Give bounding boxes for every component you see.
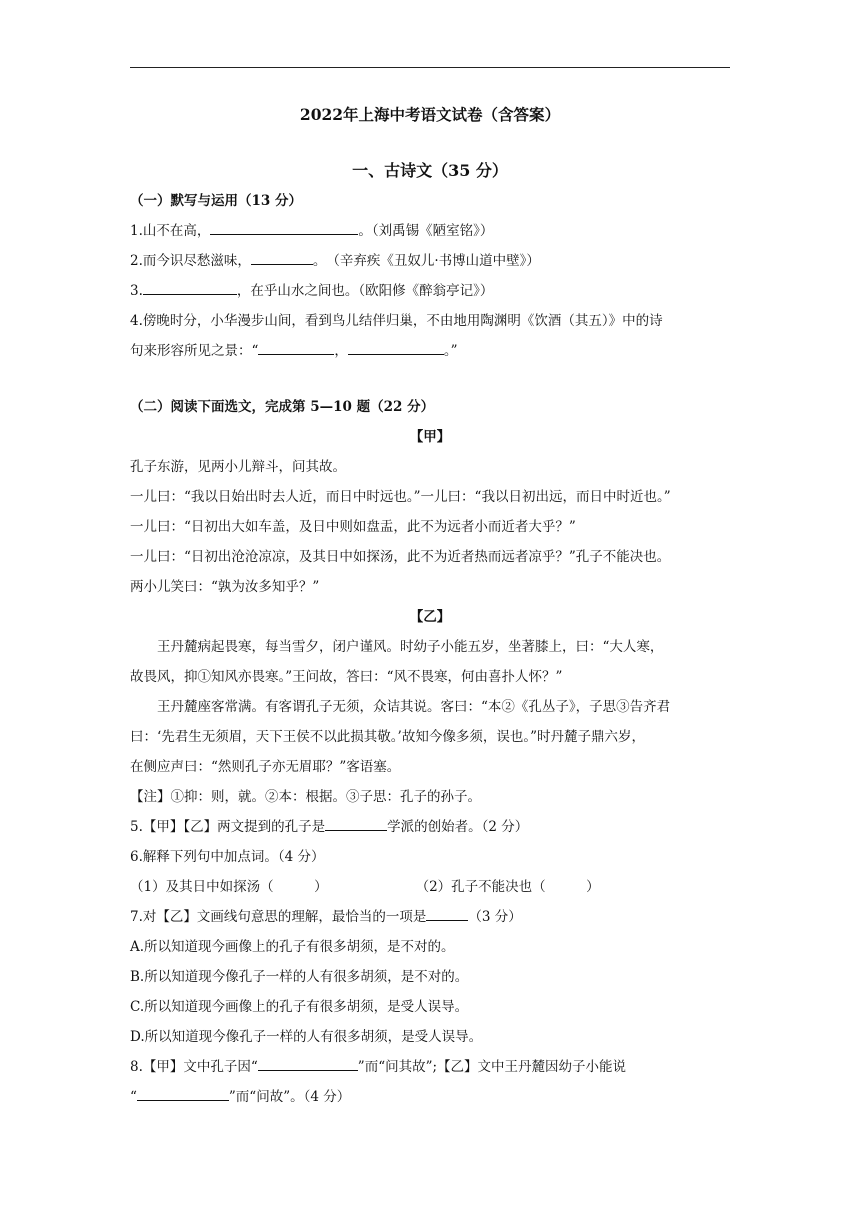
question-3 xyxy=(130,276,730,306)
answer-blank[interactable] xyxy=(325,817,387,831)
q8-middle: ”而“问其故”;【乙】文中王丹麓因幼子小能说 xyxy=(357,1059,627,1075)
option-a: A.所以知道现今画像上的孔子有很多胡须，是不对的。 xyxy=(130,939,455,955)
answer-blank[interactable] xyxy=(143,281,237,295)
answer-blank[interactable] xyxy=(348,341,444,355)
question-6-items xyxy=(130,872,730,902)
passage-jia-label: 【甲】 xyxy=(409,429,451,445)
option-d: D.所以知道现今像孔子一样的人有很多胡须，是受人误导。 xyxy=(130,1029,483,1045)
section-heading-2: （二）阅读下面选文，完成第 5—10 题（22 分） xyxy=(130,399,435,415)
q3-source: ，在乎山水之间也。（欧阳修《醉翁亭记》） xyxy=(236,283,494,299)
q4-text: 句来形容所见之景：“ xyxy=(130,343,259,359)
question-1 xyxy=(130,216,730,246)
passage-jia-line: 一儿曰：“日初出大如车盖，及日中则如盘盂，此不为远者小而近者大乎？” xyxy=(130,519,576,535)
header-rule xyxy=(130,67,730,68)
question-2 xyxy=(130,246,730,276)
passage-jia-line: 一儿曰：“日初出沧沧凉凉，及其日中如探汤，此不为近者热而远者凉乎？”孔子不能决也。 xyxy=(130,549,671,565)
question-8-line-2 xyxy=(130,1082,730,1112)
annotation-note: 【注】①抑：则，就。②本：根据。③子思：孔子的孙子。 xyxy=(130,789,481,805)
option-c: C.所以知道现今画像上的孔子有很多胡须，是受人误导。 xyxy=(130,999,469,1015)
q5-tail: 学派的创始者。（2 分） xyxy=(387,819,529,835)
q7-tail: （3 分） xyxy=(468,909,522,925)
part-title: 一、古诗文（35 分） xyxy=(352,161,508,180)
answer-blank[interactable] xyxy=(258,341,334,355)
q8-text: 8.【甲】文中孔子因“ xyxy=(130,1059,258,1075)
q7-text: 7.对【乙】文画线句意思的理解，最恰当的一项是 xyxy=(130,909,427,925)
passage-yi-label: 【乙】 xyxy=(409,609,451,625)
passage-jia-line: 一儿曰：“我以日始出时去人近，而日中时远也。”一儿曰：“我以日初出远，而日中时近也。” xyxy=(130,489,671,505)
passage-jia-line: 孔子东游，见两小儿辩斗，问其故。 xyxy=(130,459,346,475)
passage-yi-line: 故畏风，抑①知风亦畏寒。”王问故，答曰：“风不畏寒，何由喜扑人怀？” xyxy=(130,669,563,685)
q1-text: 1.山不在高， xyxy=(130,223,211,239)
q4-end: 。” xyxy=(443,343,458,359)
question-5 xyxy=(130,812,730,842)
question-6: 6.解释下列句中加点词。（4 分） xyxy=(130,849,325,865)
passage-yi-line: 在侧应声曰：“然则孔子亦无眉耶？”客语塞。 xyxy=(130,759,401,775)
q3-text: 3. xyxy=(130,283,143,299)
question-4-line-2 xyxy=(130,336,730,366)
passage-jia-line: 两小儿笑曰：“孰为汝多知乎？” xyxy=(130,579,320,595)
q6-item-1: （1）及其日中如探汤（ ） xyxy=(130,879,328,895)
document-title: 2022年上海中考语文试卷（含答案） xyxy=(299,105,561,124)
question-4-line-1: 4.傍晚时分，小华漫步山间，看到鸟儿结伴归巢，不由地用陶渊明《饮酒（其五）》中的诗 xyxy=(130,313,663,329)
passage-yi-line: 曰：‘先君生无须眉，天下王侯不以此损其敬。’故知今像多须，误也。”时丹麓子鼎六岁， xyxy=(130,729,645,745)
q4-comma: ， xyxy=(334,343,348,359)
document-body xyxy=(130,100,730,1112)
answer-blank[interactable] xyxy=(251,251,313,265)
q2-text: 2.而今识尽愁滋味， xyxy=(130,253,251,269)
answer-blank[interactable] xyxy=(137,1087,229,1101)
passage-yi-line: 王丹麓座客常满。有客谓孔子无须，众诘其说。客曰：“本②《孔丛子》，子思③告齐君 xyxy=(157,699,671,715)
q2-source: 。 （辛弃疾《丑奴儿·书博山道中壁》） xyxy=(312,253,540,269)
question-7 xyxy=(130,902,730,932)
q6-item-2: （2）孔子不能决也（ ） xyxy=(415,879,600,895)
q8-tail: ”而“问故”。（4 分） xyxy=(228,1089,351,1105)
q1-source: 。（刘禹锡《陋室铭》） xyxy=(358,223,494,239)
q8-quote: “ xyxy=(130,1089,137,1105)
answer-blank[interactable] xyxy=(426,907,468,921)
q5-text: 5.【甲】【乙】两文提到的孔子是 xyxy=(130,819,326,835)
passage-yi-line: 王丹麓病起畏寒，每当雪夕，闭户谨风。时幼子小能五岁，坐著膝上，曰：“大人寒， xyxy=(157,639,664,655)
spacer xyxy=(130,366,730,392)
section-heading-1: （一）默写与运用（13 分） xyxy=(130,193,302,209)
answer-blank[interactable] xyxy=(258,1057,358,1071)
answer-blank[interactable] xyxy=(210,221,358,235)
option-b: B.所以知道现今像孔子一样的人有很多胡须，是不对的。 xyxy=(130,969,469,985)
question-8-line-1 xyxy=(130,1052,730,1082)
